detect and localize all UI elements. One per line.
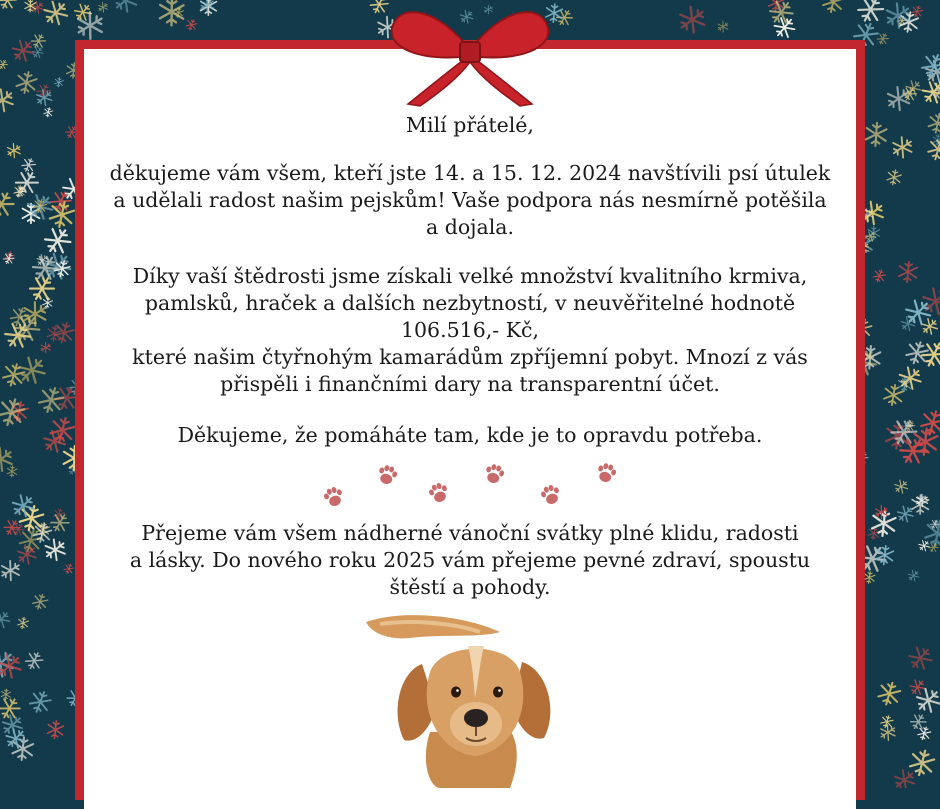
snowflake-icon — [15, 70, 37, 95]
snowflake-icon — [0, 86, 17, 115]
snowflake-icon — [20, 156, 36, 173]
snowflake-icon — [185, 18, 198, 32]
snowflake-icon — [0, 558, 23, 583]
snowflake-icon — [876, 545, 894, 565]
paw-print-icon — [483, 463, 505, 486]
snowflake-icon — [7, 466, 17, 478]
paragraph-line: Přejeme vám všem nádherné vánoční svátky plné klidu, radosti — [141, 521, 799, 545]
paragraph-thanks — [100, 160, 840, 241]
snowflake-icon — [0, 0, 18, 12]
snowflake-icon — [1, 689, 11, 700]
paragraph-line: a udělali radost našim pejskům! Vaše podpora nás nesmírně potěšila — [113, 188, 827, 212]
snowflake-icon — [2, 517, 21, 537]
snowflake-icon — [40, 0, 71, 28]
paw-print-icon — [539, 483, 563, 507]
snowflake-icon — [927, 137, 940, 162]
paw-print-icon — [322, 485, 346, 509]
snowflake-icon — [41, 224, 74, 257]
snowflake-icon — [30, 0, 46, 15]
snowflake-icon — [877, 722, 898, 742]
snowflake-icon — [855, 0, 886, 26]
snowflake-icon — [30, 32, 47, 50]
paw-print-icon — [595, 462, 617, 485]
snowflake-icon — [910, 4, 923, 18]
snowflake-icon — [43, 107, 53, 118]
snowflake-icon — [919, 78, 940, 107]
snowflake-icon — [17, 616, 29, 629]
paw-print-icon — [376, 464, 398, 487]
paragraph-line: přispěli i finančními dary na transparentní účet. — [220, 372, 720, 396]
snowflake-icon — [0, 651, 25, 682]
snowflake-icon — [63, 563, 75, 575]
snowflake-icon — [716, 20, 730, 34]
snowflake-icon — [0, 58, 9, 70]
paragraph-donations — [100, 263, 840, 398]
paragraph-line: štěstí a pohody. — [389, 575, 551, 599]
snowflake-icon — [865, 122, 887, 146]
paragraph-gratitude: Děkujeme, že pomáháte tam, kde je to opravdu potřeba. — [177, 423, 763, 447]
ribbon-bow-icon — [380, 0, 560, 110]
snowflake-icon — [39, 341, 53, 354]
greeting: Milí přátelé, — [406, 113, 534, 137]
snowflake-icon — [898, 261, 917, 283]
paragraph-line: a dojala. — [425, 215, 515, 239]
snowflake-icon — [919, 316, 940, 337]
snowflake-icon — [5, 142, 23, 160]
snowflake-icon — [0, 444, 16, 474]
paragraph-line: Díky vaší štědrosti jsme získali velké množství kvalitního krmiva, — [132, 264, 808, 288]
paragraph-line: děkujeme vám všem, kteří jste 14. a 15. 12. 2024 navštívili psí útulek — [109, 161, 831, 185]
snowflake-icon — [54, 77, 64, 88]
snowflake-icon — [889, 134, 916, 160]
snowflake-icon — [111, 0, 141, 15]
snowflake-icon — [917, 725, 932, 741]
donation-amount: 106.516,- Kč, — [400, 318, 540, 342]
paw-prints-decoration — [310, 458, 630, 518]
snowflake-icon — [96, 1, 109, 14]
snowflake-icon — [917, 539, 931, 553]
snowflake-icon — [0, 396, 26, 428]
snowflake-icon — [32, 592, 49, 611]
snowflake-icon — [886, 169, 902, 186]
snowflake-icon — [913, 685, 940, 716]
paragraph-line: a lásky. Do nového roku 2025 vám přejeme pevné zdraví, spoustu — [129, 548, 811, 572]
snowflake-icon — [892, 478, 910, 495]
snowflake-icon — [73, 9, 108, 43]
snowflake-icon — [0, 608, 12, 630]
snowflake-icon — [906, 568, 921, 582]
snowflake-icon — [908, 677, 928, 697]
snowflake-icon — [675, 3, 709, 37]
snowflake-icon — [895, 503, 916, 524]
snowflake-icon — [928, 112, 940, 134]
snowflake-icon — [28, 689, 53, 715]
snowflake-icon — [24, 650, 45, 672]
snowflake-icon — [41, 536, 69, 563]
snowflake-icon — [888, 416, 919, 448]
paragraph-wishes — [100, 520, 840, 601]
dog-illustration — [360, 612, 580, 788]
snowflake-icon — [877, 680, 902, 707]
paw-print-icon — [427, 481, 451, 505]
snowflake-icon — [919, 339, 940, 370]
snowflake-icon — [822, 0, 844, 14]
snowflake-icon — [872, 268, 887, 284]
snowflake-icon — [863, 571, 875, 584]
snowflake-icon — [160, 0, 184, 26]
snowflake-icon — [906, 643, 935, 673]
paragraph-line: pamlsků, hraček a dalších nezbytností, v neuvěřitelné hodnotě — [144, 291, 796, 315]
snowflake-icon — [891, 767, 918, 788]
snowflake-icon — [47, 720, 64, 739]
snowflake-icon — [2, 252, 15, 266]
paragraph-line: které našim čtyřnohým kamarádům zpříjemní pobyt. Mnozí z vás — [132, 345, 808, 369]
